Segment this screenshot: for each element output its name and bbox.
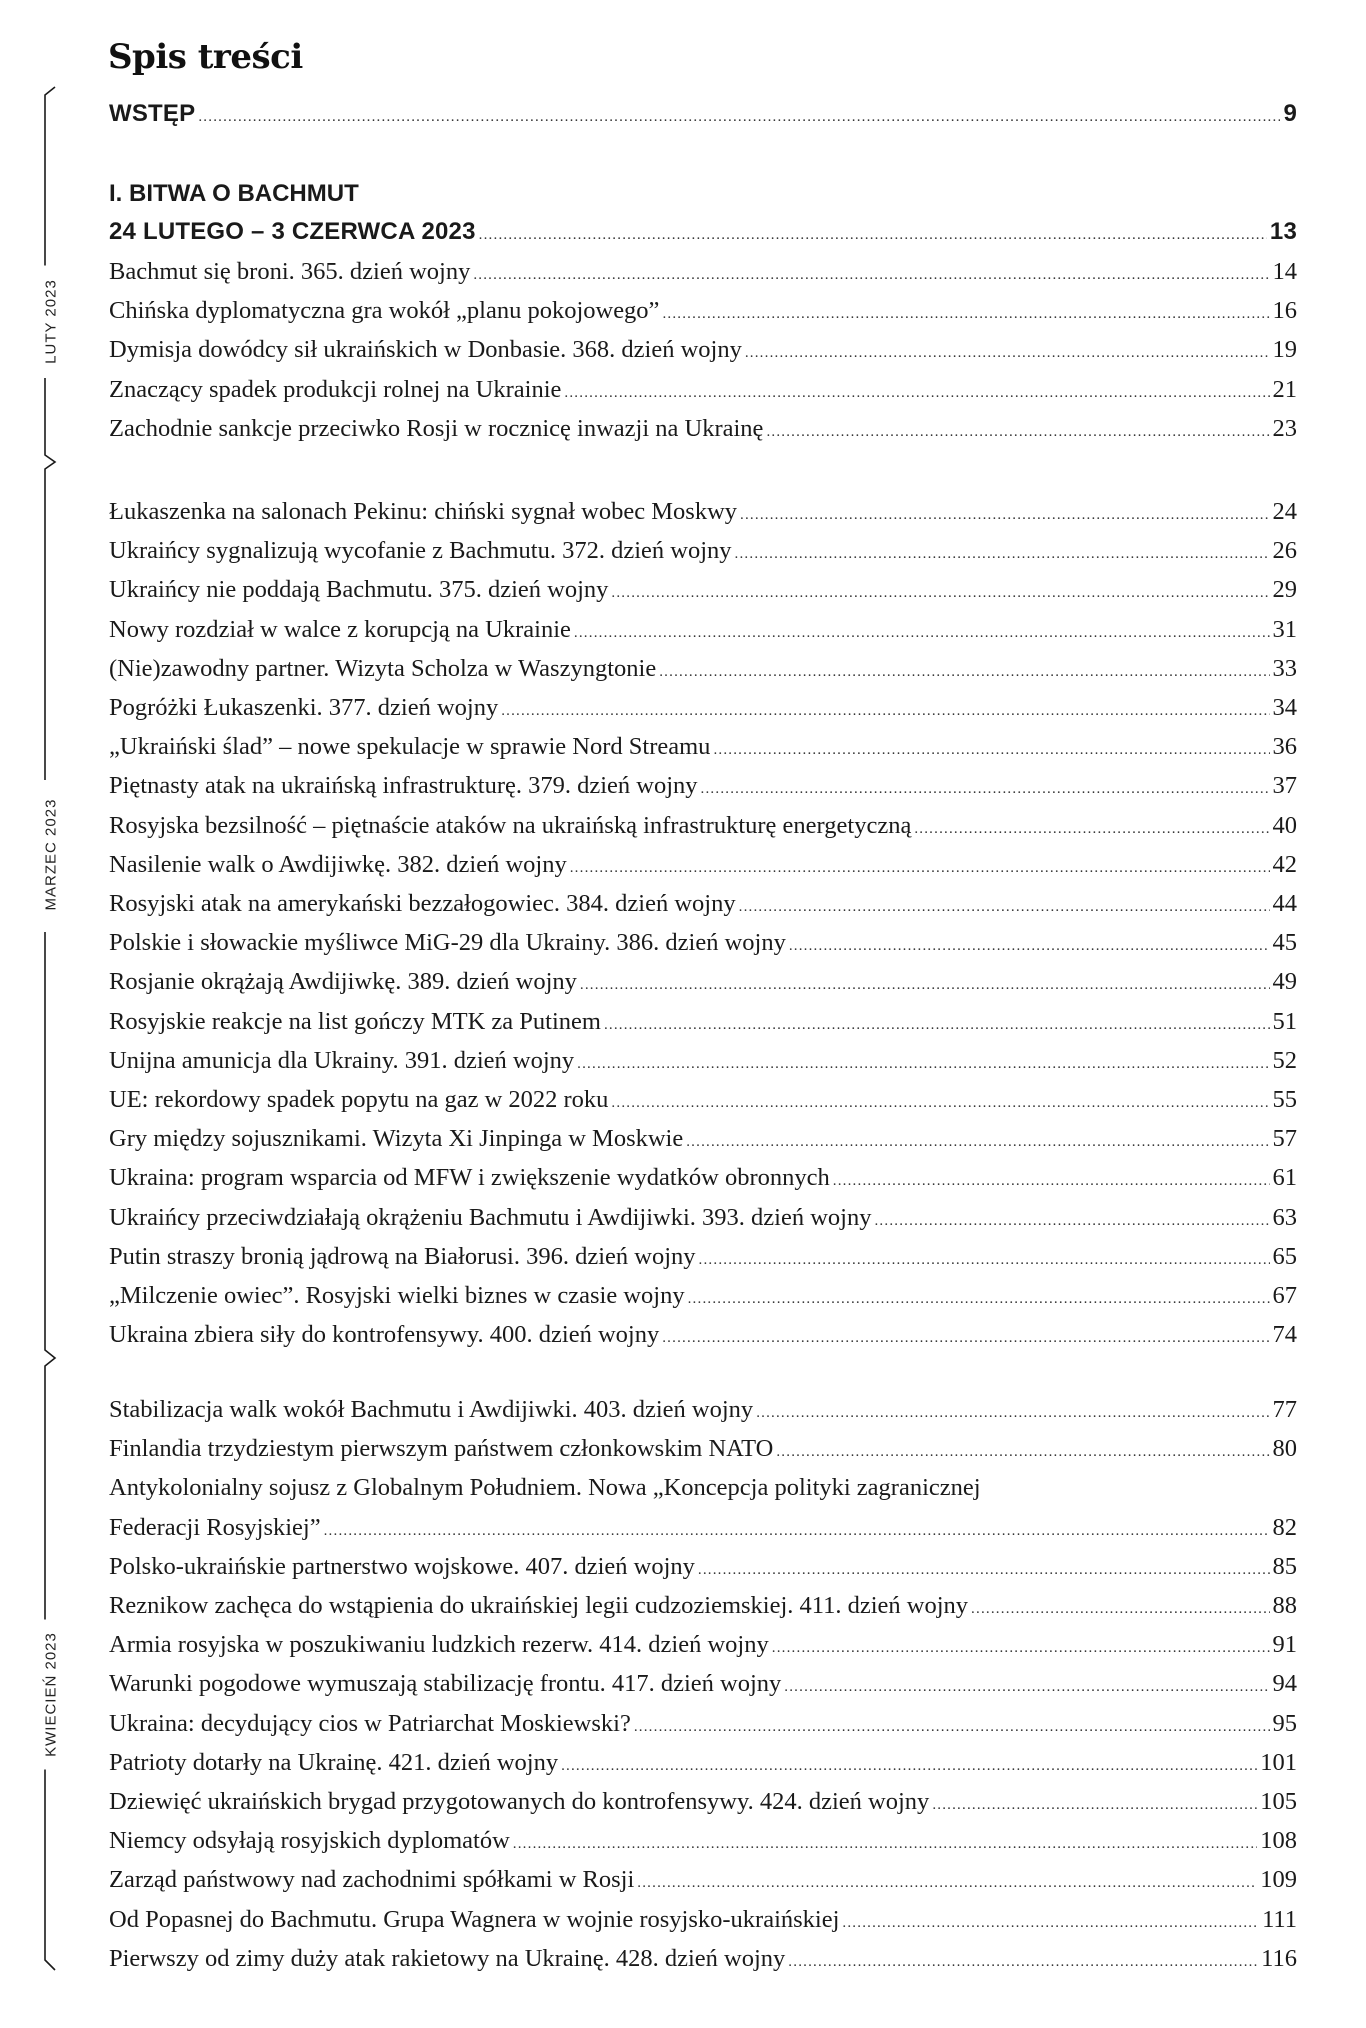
toc-entry[interactable]	[109, 1749, 1297, 1777]
toc-entry-page: 67	[1272, 1282, 1297, 1309]
toc-entry[interactable]	[109, 1866, 1297, 1894]
toc-entry[interactable]	[109, 1396, 1297, 1424]
toc-entry-page: 108	[1260, 1827, 1297, 1855]
part-heading: I. BITWA O BACHMUT	[109, 180, 359, 207]
toc-entry-page: 85	[1272, 1552, 1297, 1580]
toc-entry-title: Federacji Rosyjskiej”	[109, 1513, 321, 1541]
dot-leader	[574, 625, 1270, 642]
toc-entry-title: Dziewięć ukraińskich brygad przygotowanych do kontrofensywy. 424. dzień wojny	[109, 1788, 930, 1815]
dot-leader	[662, 1330, 1269, 1347]
toc-entry-page: 16	[1272, 297, 1297, 325]
dot-leader	[479, 227, 1267, 244]
toc-entry-page: 19	[1272, 336, 1297, 364]
toc-entry[interactable]	[109, 1086, 1297, 1114]
toc-entry-page: 65	[1272, 1242, 1297, 1270]
toc-entry-page: 105	[1260, 1788, 1297, 1815]
toc-entry-page: 95	[1272, 1709, 1297, 1737]
toc-entry-page: 82	[1272, 1513, 1297, 1541]
toc-entry-intro[interactable]	[109, 100, 1297, 128]
toc-entry[interactable]	[109, 1670, 1297, 1698]
toc-entry-page: 116	[1261, 1944, 1297, 1972]
toc-entry-page: 44	[1272, 890, 1297, 917]
dot-leader	[662, 306, 1269, 323]
toc-entry-title: Finlandia trzydziestym pierwszym państwem członkowskim NATO	[109, 1435, 774, 1463]
toc-entry-page: 55	[1272, 1086, 1297, 1113]
toc-entry-title: Ukraina: decydujący cios w Patriarchat Moskiewski?	[109, 1709, 631, 1737]
toc-entry-page: 13	[1269, 218, 1297, 245]
toc-entry-title: Zachodnie sankcje przeciwko Rosji w rocznicę inwazji na Ukrainę	[109, 414, 764, 442]
toc-entry-page: 61	[1272, 1164, 1297, 1192]
toc-entry[interactable]	[109, 1710, 1297, 1738]
toc-entry-title: Bachmut się broni. 365. dzień wojny	[109, 258, 471, 285]
toc-entry[interactable]	[109, 258, 1297, 286]
toc-entry[interactable]	[109, 733, 1297, 761]
toc-entry-title: 24 LUTEGO – 3 CZERWCA 2023	[109, 218, 476, 245]
dot-leader	[735, 546, 1270, 563]
toc-entry-page: 91	[1272, 1631, 1297, 1659]
dot-leader	[698, 1562, 1270, 1579]
toc-entry-page: 23	[1272, 414, 1297, 442]
dot-leader	[198, 109, 1280, 126]
toc-entry[interactable]	[109, 537, 1297, 565]
dot-leader	[784, 1679, 1269, 1696]
bracket-top-hook	[45, 87, 55, 268]
toc-entry-title: Rosyjskie reakcje na list gończy MTK za Putinem	[109, 1007, 601, 1035]
toc-entry[interactable]	[109, 1164, 1297, 1192]
toc-entry-page: 45	[1272, 929, 1297, 957]
toc-entry-page: 63	[1272, 1203, 1297, 1231]
toc-entry-page: 36	[1272, 733, 1297, 761]
toc-entry-title: Stabilizacja walk wokół Bachmutu i Awdijiwki. 403. dzień wojny	[109, 1396, 754, 1423]
dot-leader	[701, 781, 1270, 798]
dot-leader	[659, 664, 1269, 681]
toc-entry-page: 37	[1272, 772, 1297, 800]
toc-entry[interactable]	[109, 812, 1297, 840]
toc-entry-title: Ukraińcy sygnalizują wycofanie z Bachmutu. 372. dzień wojny	[109, 537, 732, 565]
toc-entry-title: UE: rekordowy spadek popytu na gaz w 2022 roku	[109, 1086, 609, 1113]
toc-entry-page: 14	[1272, 258, 1297, 285]
dot-leader	[513, 1836, 1257, 1853]
dot-leader	[842, 1915, 1259, 1932]
dot-leader	[739, 899, 1270, 916]
toc-entry[interactable]	[109, 1631, 1297, 1659]
toc-entry[interactable]	[109, 415, 1297, 443]
toc-entry-title: Unijna amunicja dla Ukrainy. 391. dzień wojny	[109, 1046, 575, 1074]
toc-entry[interactable]	[109, 968, 1297, 996]
toc-entry-page: 40	[1272, 811, 1297, 839]
toc-entry-title: Patrioty dotarły na Ukrainę. 421. dzień wojny	[109, 1748, 559, 1776]
toc-entry-page: 21	[1272, 375, 1297, 403]
toc-entry[interactable]	[109, 498, 1297, 526]
toc-entry-page: 74	[1272, 1321, 1297, 1349]
dot-leader	[914, 821, 1269, 838]
toc-entry[interactable]	[109, 694, 1297, 722]
dot-leader	[766, 424, 1269, 441]
toc-entry-part[interactable]	[109, 218, 1297, 246]
dot-leader	[756, 1405, 1269, 1422]
toc-entry-title: Dymisja dowódcy sił ukraińskich w Donbasie. 368. dzień wojny	[109, 336, 742, 364]
toc-entry[interactable]	[109, 851, 1297, 879]
dot-leader	[611, 1095, 1269, 1112]
toc-entry-title: Zarząd państwowy nad zachodnimi spółkami w Rosji	[109, 1866, 635, 1894]
toc-entry-page: 9	[1283, 100, 1297, 127]
toc-entry-title: Chińska dyplomatyczna gra wokół „planu pokojowego”	[109, 297, 660, 325]
dot-leader	[971, 1601, 1269, 1618]
toc-entry[interactable]	[109, 1592, 1297, 1620]
toc-entry-page: 29	[1272, 576, 1297, 604]
toc-entry[interactable]	[109, 1514, 1297, 1542]
toc-entry[interactable]	[109, 1788, 1297, 1816]
toc-entry-page: 111	[1262, 1905, 1297, 1933]
dot-leader	[501, 703, 1269, 720]
dot-leader	[688, 1291, 1270, 1308]
toc-entry-title: Rosjanie okrążają Awdijiwkę. 389. dzień wojny	[109, 968, 577, 996]
dot-leader	[776, 1444, 1269, 1461]
toc-entry[interactable]	[109, 1435, 1297, 1463]
dot-leader	[788, 1954, 1258, 1971]
page-title: Spis treści	[108, 36, 303, 77]
toc-entry-page: 80	[1272, 1435, 1297, 1463]
dot-leader	[686, 1134, 1269, 1151]
toc-entry-title: Od Popasnej do Bachmutu. Grupa Wagnera w wojnie rosyjsko-ukraińskiej	[109, 1905, 840, 1933]
toc-entry-page: 88	[1272, 1592, 1297, 1619]
dot-leader	[580, 977, 1270, 994]
dot-leader	[324, 1523, 1270, 1540]
toc-entry[interactable]	[109, 1282, 1297, 1310]
dot-leader	[637, 1875, 1257, 1892]
toc-entry-title: Polskie i słowackie myśliwce MiG-29 dla Ukrainy. 386. dzień wojny	[109, 929, 786, 957]
toc-entry[interactable]	[109, 772, 1297, 800]
toc-entry[interactable]	[109, 1047, 1297, 1075]
toc-entry-title: Ukraina: program wsparcia od MFW i zwiększenie wydatków obronnych	[109, 1164, 830, 1192]
toc-entry[interactable]	[109, 929, 1297, 957]
toc-entry-title: Putin straszy bronią jądrową na Białorusi. 396. dzień wojny	[109, 1242, 696, 1270]
month-label-luty: LUTY 2023	[43, 266, 60, 378]
toc-entry-page: 42	[1272, 850, 1297, 878]
toc-entry-title: Znaczący spadek produkcji rolnej na Ukrainie	[109, 375, 562, 403]
toc-entry-page: 51	[1272, 1007, 1297, 1035]
toc-entry[interactable]	[109, 890, 1297, 918]
toc-entry[interactable]	[109, 616, 1297, 644]
toc-entry-title: Piętnasty atak na ukraińską infrastrukturę. 379. dzień wojny	[109, 772, 698, 800]
toc-entry-title: Niemcy odsyłają rosyjskich dyplomatów	[109, 1827, 510, 1855]
dot-leader	[634, 1719, 1270, 1736]
toc-entry-title: Reznikow zachęca do wstąpienia do ukraińskiej legii cudzoziemskiej. 411. dzień wojny	[109, 1592, 969, 1619]
toc-entry-title: Pierwszy od zimy duży atak rakietowy na Ukrainę. 428. dzień wojny	[109, 1944, 786, 1972]
toc-entry-title: Ukraińcy nie poddają Bachmutu. 375. dzień wojny	[109, 576, 609, 604]
toc-entry[interactable]	[109, 1243, 1297, 1271]
dot-leader	[932, 1797, 1257, 1814]
dot-leader	[570, 860, 1270, 877]
toc-entry-title: WSTĘP	[109, 100, 196, 127]
dot-leader	[772, 1640, 1270, 1657]
toc-entry-page: 77	[1272, 1396, 1297, 1423]
bracket-luty-lower	[45, 378, 55, 780]
toc-entry-title: Nasilenie walk o Awdijiwkę. 382. dzień wojny	[109, 850, 567, 878]
toc-entry-title: Ukraina zbiera siły do kontrofensywy. 400. dzień wojny	[109, 1321, 660, 1349]
toc-entry[interactable]	[109, 1204, 1297, 1232]
toc-entry-page: 31	[1272, 615, 1297, 643]
bracket-kwiecien-lower	[45, 1752, 55, 1970]
toc-entry-page: 33	[1272, 654, 1297, 682]
dot-leader	[833, 1173, 1270, 1190]
toc-entry-title: Łukaszenka na salonach Pekinu: chiński sygnał wobec Moskwy	[109, 498, 738, 525]
dot-leader	[699, 1252, 1270, 1269]
toc-entry-page: 94	[1272, 1670, 1297, 1698]
toc-entry-page: 24	[1272, 498, 1297, 525]
dot-leader	[789, 938, 1270, 955]
toc-entry[interactable]	[109, 1906, 1297, 1934]
dot-leader	[604, 1017, 1270, 1034]
toc-entry-title: Pogróżki Łukaszenki. 377. dzień wojny	[109, 694, 499, 721]
toc-entry-title: (Nie)zawodny partner. Wizyta Scholza w Waszyngtonie	[109, 654, 657, 682]
toc-entry-title: Rosyjska bezsilność – piętnaście ataków na ukraińską infrastrukturę energetyczną	[109, 811, 912, 839]
toc-entry-title-line1: Antykolonialny sojusz z Globalnym Południem. Nowa „Koncepcja polityki zagranicznej	[109, 1474, 981, 1502]
month-label-kwiecien: KWIECIEŃ 2023	[43, 1620, 60, 1770]
toc-entry[interactable]	[109, 1321, 1297, 1349]
toc-entry-page: 49	[1272, 968, 1297, 996]
toc-entry-title: „Ukraiński ślad” – nowe spekulacje w sprawie Nord Streamu	[109, 733, 711, 761]
toc-entry-page: 57	[1272, 1125, 1297, 1153]
toc-entry[interactable]	[109, 576, 1297, 604]
toc-entry[interactable]	[109, 297, 1297, 325]
toc-entry-title: Gry między sojusznikami. Wizyta Xi Jinpinga w Moskwie	[109, 1125, 684, 1153]
toc-entry[interactable]	[109, 376, 1297, 404]
toc-entry[interactable]	[109, 655, 1297, 683]
toc-entry-page: 52	[1272, 1046, 1297, 1074]
toc-entry-title: Ukraińcy przeciwdziałają okrążeniu Bachmutu i Awdijiwki. 393. dzień wojny	[109, 1203, 872, 1231]
toc-entry-page: 34	[1272, 694, 1297, 721]
dot-leader	[740, 507, 1269, 524]
dot-leader	[745, 345, 1270, 362]
toc-entry[interactable]	[109, 1553, 1297, 1581]
toc-entry[interactable]	[109, 1827, 1297, 1855]
toc-entry[interactable]	[109, 336, 1297, 364]
month-label-marzec: MARZEC 2023	[43, 785, 60, 925]
toc-entry[interactable]	[109, 1008, 1297, 1036]
dot-leader	[564, 385, 1269, 402]
toc-entry[interactable]	[109, 1945, 1297, 1973]
toc-entry-title: Polsko-ukraińskie partnerstwo wojskowe. 407. dzień wojny	[109, 1552, 695, 1580]
dot-leader	[611, 585, 1269, 602]
toc-entry-title: Rosyjski atak na amerykański bezzałogowiec. 384. dzień wojny	[109, 890, 736, 917]
toc-entry-page: 101	[1260, 1748, 1297, 1776]
toc-entry-page: 109	[1260, 1866, 1297, 1894]
dot-leader	[874, 1213, 1269, 1230]
toc-entry-title: Nowy rozdział w walce z korupcją na Ukrainie	[109, 615, 571, 643]
dot-leader	[473, 267, 1269, 284]
toc-entry-title: Armia rosyjska w poszukiwaniu ludzkich rezerw. 414. dzień wojny	[109, 1631, 769, 1659]
toc-entry[interactable]	[109, 1125, 1297, 1153]
toc-entry-page: 26	[1272, 537, 1297, 565]
dot-leader	[713, 742, 1269, 759]
dot-leader	[561, 1758, 1257, 1775]
dot-leader	[577, 1056, 1269, 1073]
toc-entry-title: „Milczenie owiec”. Rosyjski wielki biznes w czasie wojny	[109, 1282, 685, 1309]
toc-entry-title: Warunki pogodowe wymuszają stabilizację frontu. 417. dzień wojny	[109, 1670, 782, 1698]
bracket-marzec-lower	[45, 932, 55, 1640]
